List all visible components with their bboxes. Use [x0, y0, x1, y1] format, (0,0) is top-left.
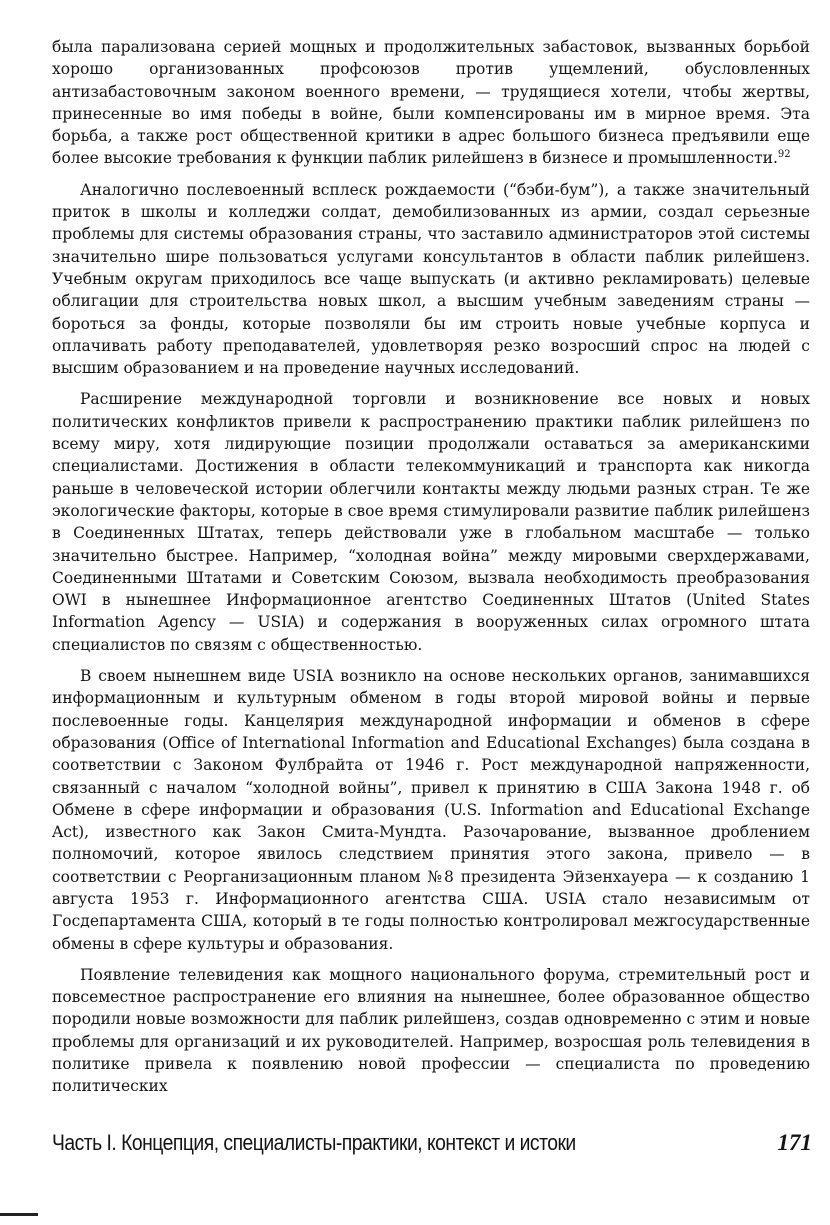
page-number: 171	[777, 1130, 812, 1155]
page-body	[52, 36, 810, 1107]
page-footer	[52, 1130, 822, 1166]
footnote-reference: 92	[777, 149, 791, 161]
paragraph-3: Расширение международной торговли и возникновение все новых и новых политических конфликтов привели к распространению практики паблик рилейшенз по всему миру, хотя лидирующие позиции продолжали оставаться за американскими специалистами. Достижения в области телекоммуникаций и транспорта как никогда раньше в человеческой истории облегчили контакты между людьми разных стран. Те же экологические факторы, которые в свое время стимулировали развитие паблик рилейшенз в Соединенных Штатах, теперь действовали уже в глобальном масштабе — только значительно быстрее. Например, “холодная война” между мировыми сверхдержавами, Соединенными Штатами и Советским Союзом, вызвала необходимость преобразования OWI в нынешнее Информационное агентство Соединенных Штатов (United States Information Agency — USIA) и содержания в вооруженных силах огромного штата специалистов по связям с общественностью.	[52, 390, 810, 654]
running-head: Часть I. Концепция, специалисты-практики, контекст и истоки	[52, 1130, 576, 1155]
paragraph-5: Появление телевидения как мощного национального форума, стремительный рост и повсеместное распространение его влияния на нынешнее, более образованное общество породили новые возможности для паблик рилейшенз, создав одновременно с этим и новые проблемы для организаций и их руководителей. Например, возросшая роль телевидения в политике привела к появлению новой профессии — специалиста по проведению политических	[52, 965, 810, 1096]
paragraph-2: Аналогично послевоенный всплеск рождаемости (“бэби-бум”), а также значительный приток в школы и колледжи солдат, демобилизованных из армии, создал серьезные проблемы для системы образования страны, что заставило администраторов этой системы значительно шире пользоваться услугами консультантов в области паблик рилейшенз. Учебным округам приходилось все чаще выпускать (и активно рекламировать) целевые облигации для строительства новых школ, а высшим учебным заведениям страны — бороться за фонды, которые позволяли бы им строить новые учебные корпуса и оплачивать работу преподавателей, удовлетворяя резко возросший спрос на людей с высшим образованием и на проведение научных исследований.	[52, 180, 810, 378]
paragraph-1	[52, 36, 810, 170]
scan-edge-mark	[0, 1213, 38, 1216]
paragraph-1-text: была парализована серией мощных и продолжительных забастовок, вызванных борьбой хорошо организованных профсоюзов против ущемлений, обусловленных антизабастовочным законом военного времени, — трудящиеся хотели, чтобы жертвы, принесенные во имя победы в войне, были компенсированы им в мирное время. Эта борьба, а также рост общественной критики в адрес большого бизнеса предъявили еще более высокие требования к функции паблик рилейшенз в бизнесе и промышленности.	[52, 38, 810, 168]
paragraph-4: В своем нынешнем виде USIA возникло на основе нескольких органов, занимавшихся информационным и культурным обменом в годы второй мировой войны и первые послевоенные годы. Канцелярия международной информации и обменов в сфере образования (Office of International Information and Educational Exchanges) была создана в соответствии с Законом Фулбрайта от 1946 г. Рост международной напряженности, связанный с началом “холодной войны”, привел к принятию в США Закона 1948 г. об Обмене в сфере информации и образования (U.S. Information and Educational Exchange Act), известного как Закон Смита-Мундта. Разочарование, вызванное дроблением полномочий, которое явилось следствием принятия этого закона, привело — в соответствии с Реорганизационным планом №8 президента Эйзенхауера — к созданию 1 августа 1953 г. Информационного агентства США. USIA стало независимым от Госдепартамента США, который в те годы полностью контролировал межгосударственные обмены в сфере культуры и образования.	[52, 667, 810, 953]
